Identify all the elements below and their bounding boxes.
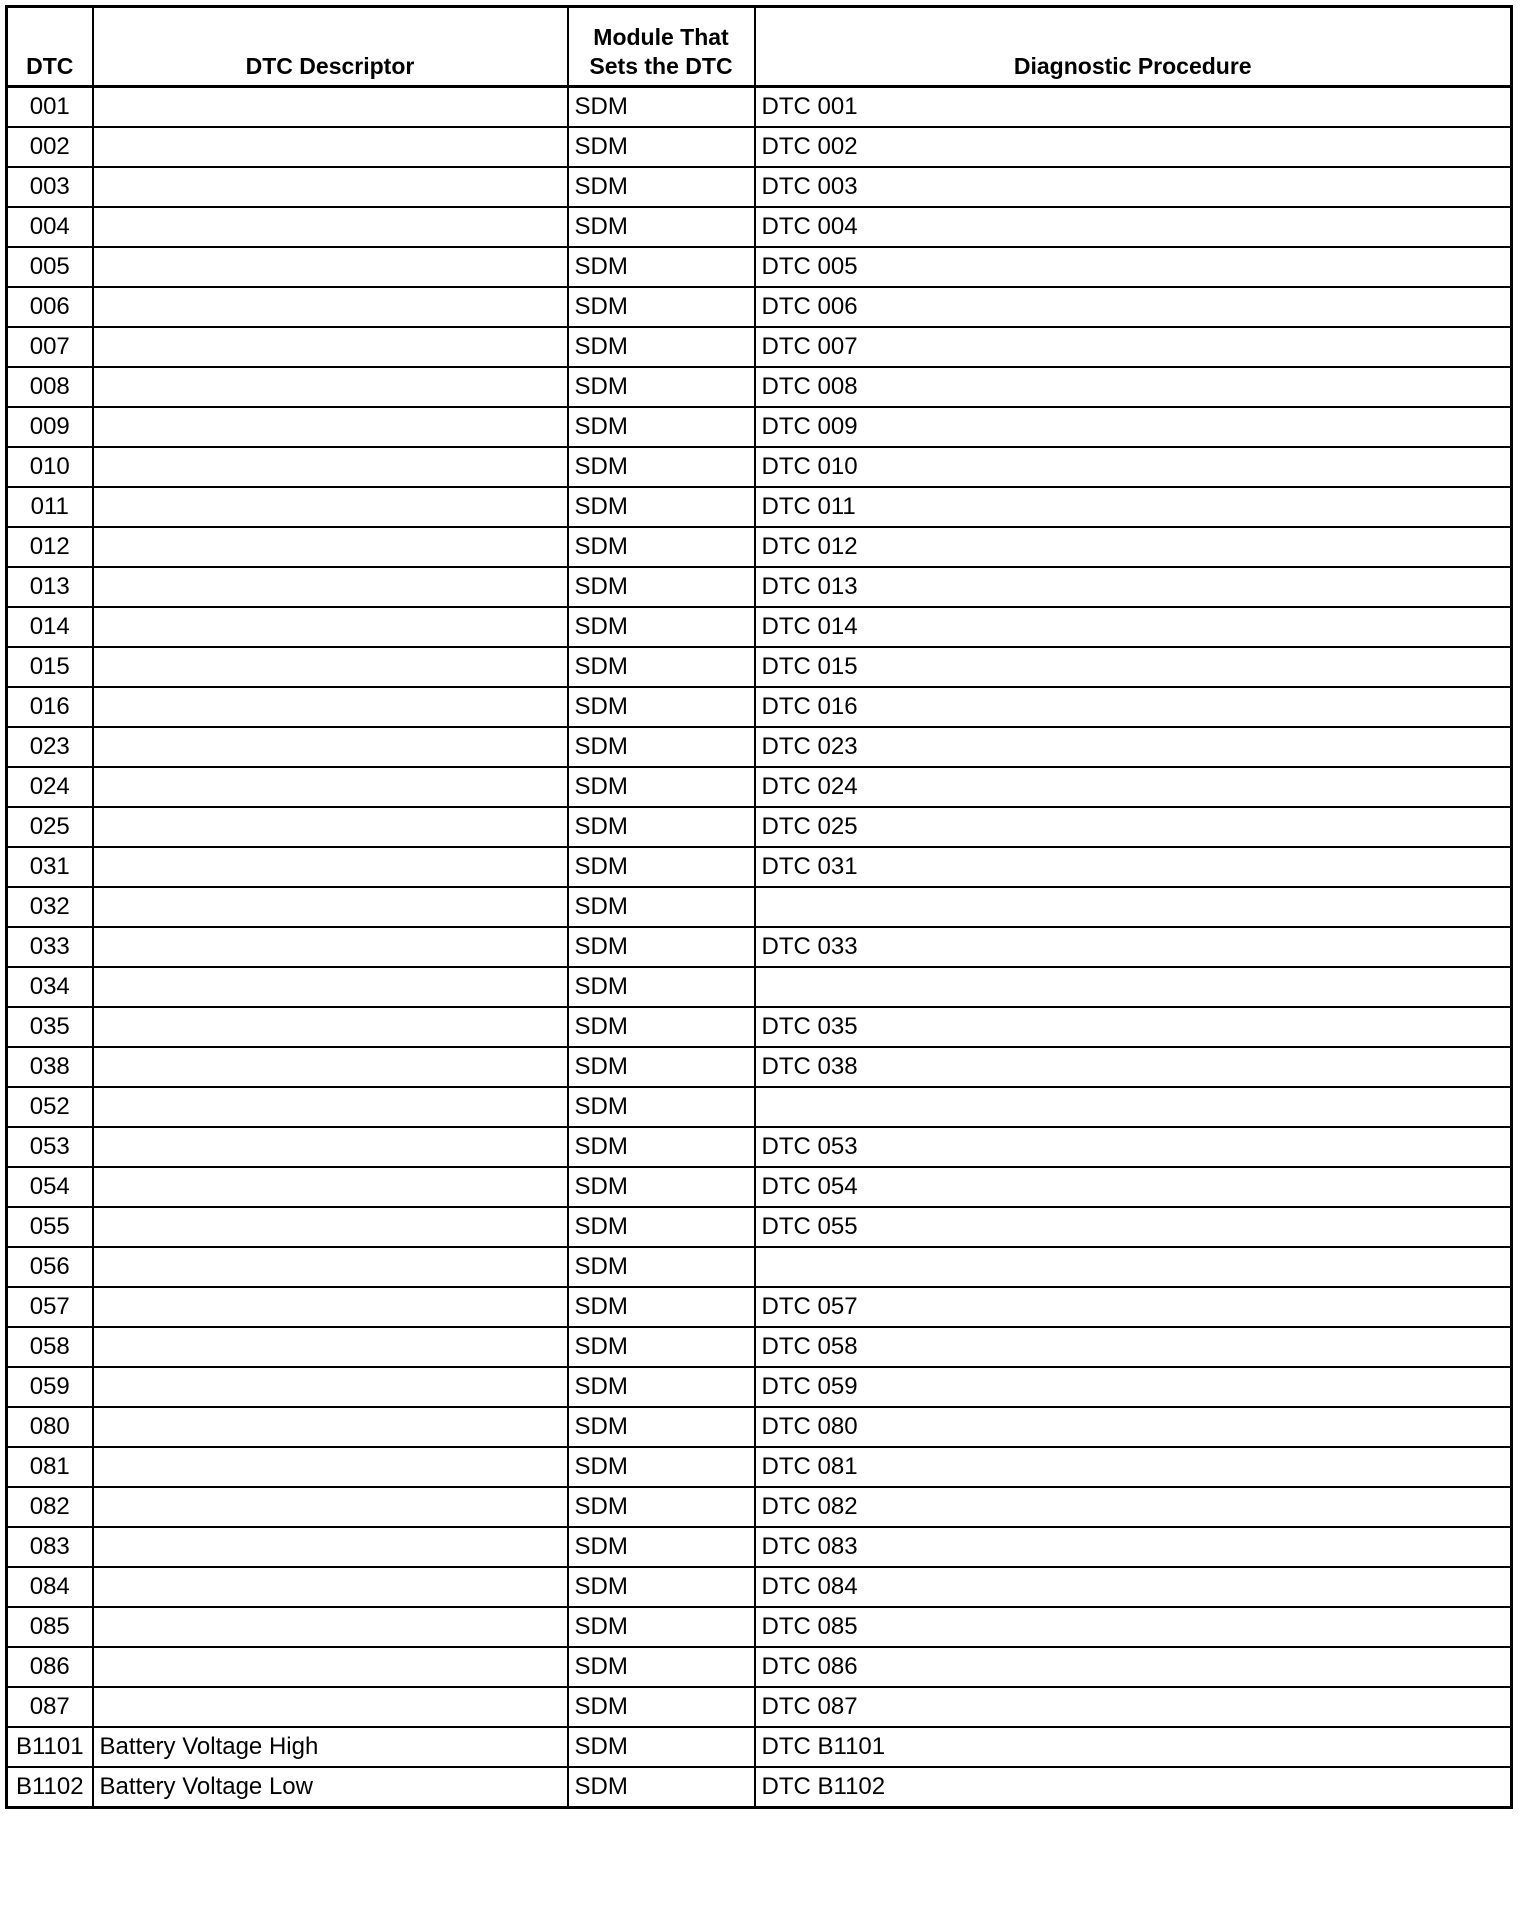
cell-procedure: DTC 012	[755, 527, 1512, 567]
table-row	[7, 1727, 1512, 1767]
cell-descriptor	[93, 1567, 568, 1607]
cell-module: SDM	[568, 87, 755, 128]
cell-descriptor	[93, 527, 568, 567]
cell-descriptor	[93, 567, 568, 607]
header-row	[7, 7, 1512, 87]
cell-procedure: DTC 001	[755, 87, 1512, 128]
cell-procedure: DTC 035	[755, 1007, 1512, 1047]
cell-descriptor	[93, 1407, 568, 1447]
cell-descriptor	[93, 1047, 568, 1087]
cell-dtc: 054	[7, 1167, 93, 1207]
table-row	[7, 1327, 1512, 1367]
cell-module: SDM	[568, 1767, 755, 1808]
table-row	[7, 87, 1512, 128]
table-row	[7, 887, 1512, 927]
cell-procedure: DTC 057	[755, 1287, 1512, 1327]
cell-descriptor	[93, 1207, 568, 1247]
cell-dtc: 053	[7, 1127, 93, 1167]
cell-descriptor	[93, 927, 568, 967]
cell-module: SDM	[568, 727, 755, 767]
cell-descriptor	[93, 1367, 568, 1407]
cell-procedure: DTC 003	[755, 167, 1512, 207]
table-row	[7, 1487, 1512, 1527]
table-row	[7, 1767, 1512, 1808]
cell-procedure: DTC 011	[755, 487, 1512, 527]
cell-module: SDM	[568, 527, 755, 567]
cell-dtc: 084	[7, 1567, 93, 1607]
cell-dtc: 080	[7, 1407, 93, 1447]
cell-dtc: 003	[7, 167, 93, 207]
cell-module: SDM	[568, 847, 755, 887]
cell-descriptor	[93, 1527, 568, 1567]
table-row	[7, 1167, 1512, 1207]
table-row	[7, 247, 1512, 287]
cell-dtc: 016	[7, 687, 93, 727]
table-row	[7, 847, 1512, 887]
cell-descriptor	[93, 327, 568, 367]
dtc-table	[5, 5, 1513, 1809]
cell-module: SDM	[568, 1367, 755, 1407]
cell-procedure: DTC B1102	[755, 1767, 1512, 1808]
table-row	[7, 1367, 1512, 1407]
cell-procedure: DTC 023	[755, 727, 1512, 767]
cell-module: SDM	[568, 767, 755, 807]
cell-module: SDM	[568, 1567, 755, 1607]
cell-dtc: 031	[7, 847, 93, 887]
cell-procedure: DTC 008	[755, 367, 1512, 407]
cell-module: SDM	[568, 647, 755, 687]
cell-descriptor	[93, 1127, 568, 1167]
cell-procedure: DTC 053	[755, 1127, 1512, 1167]
cell-module: SDM	[568, 287, 755, 327]
table-row	[7, 1127, 1512, 1167]
cell-descriptor	[93, 607, 568, 647]
cell-dtc: 007	[7, 327, 93, 367]
table-row	[7, 167, 1512, 207]
cell-procedure: DTC 086	[755, 1647, 1512, 1687]
cell-procedure: DTC 025	[755, 807, 1512, 847]
cell-descriptor	[93, 1607, 568, 1647]
cell-descriptor	[93, 807, 568, 847]
table-row	[7, 1567, 1512, 1607]
cell-module: SDM	[568, 1207, 755, 1247]
cell-module: SDM	[568, 1607, 755, 1647]
cell-dtc: 011	[7, 487, 93, 527]
table-row	[7, 647, 1512, 687]
cell-module: SDM	[568, 1287, 755, 1327]
cell-procedure: DTC 082	[755, 1487, 1512, 1527]
cell-procedure: DTC 080	[755, 1407, 1512, 1447]
table-row	[7, 1687, 1512, 1727]
cell-procedure: DTC 033	[755, 927, 1512, 967]
cell-procedure: DTC 002	[755, 127, 1512, 167]
cell-module: SDM	[568, 927, 755, 967]
cell-descriptor	[93, 1327, 568, 1367]
table-row	[7, 967, 1512, 1007]
table-row	[7, 727, 1512, 767]
cell-dtc: 057	[7, 1287, 93, 1327]
cell-procedure: DTC 081	[755, 1447, 1512, 1487]
cell-dtc: 009	[7, 407, 93, 447]
cell-module: SDM	[568, 887, 755, 927]
cell-descriptor	[93, 207, 568, 247]
cell-dtc: 008	[7, 367, 93, 407]
table-row	[7, 1527, 1512, 1567]
table-body	[7, 87, 1512, 1808]
cell-descriptor	[93, 647, 568, 687]
cell-module: SDM	[568, 447, 755, 487]
cell-procedure: DTC 054	[755, 1167, 1512, 1207]
cell-procedure	[755, 967, 1512, 1007]
cell-dtc: 035	[7, 1007, 93, 1047]
cell-descriptor	[93, 1287, 568, 1327]
cell-dtc: 059	[7, 1367, 93, 1407]
cell-procedure: DTC 015	[755, 647, 1512, 687]
cell-procedure: DTC 024	[755, 767, 1512, 807]
cell-procedure: DTC 055	[755, 1207, 1512, 1247]
cell-dtc: 085	[7, 1607, 93, 1647]
cell-dtc: 034	[7, 967, 93, 1007]
table-row	[7, 367, 1512, 407]
table-row	[7, 127, 1512, 167]
cell-module: SDM	[568, 207, 755, 247]
cell-descriptor: Battery Voltage Low	[93, 1767, 568, 1808]
cell-descriptor	[93, 87, 568, 128]
cell-dtc: 038	[7, 1047, 93, 1087]
cell-procedure: DTC 084	[755, 1567, 1512, 1607]
cell-descriptor	[93, 887, 568, 927]
cell-dtc: 025	[7, 807, 93, 847]
cell-descriptor	[93, 1687, 568, 1727]
cell-dtc: 002	[7, 127, 93, 167]
cell-procedure	[755, 887, 1512, 927]
cell-module: SDM	[568, 1487, 755, 1527]
cell-dtc: 058	[7, 1327, 93, 1367]
cell-descriptor	[93, 967, 568, 1007]
cell-procedure: DTC 013	[755, 567, 1512, 607]
cell-module: SDM	[568, 1407, 755, 1447]
table-row	[7, 327, 1512, 367]
cell-descriptor	[93, 367, 568, 407]
cell-descriptor: Battery Voltage High	[93, 1727, 568, 1767]
cell-descriptor	[93, 1487, 568, 1527]
cell-dtc: 087	[7, 1687, 93, 1727]
cell-dtc: 033	[7, 927, 93, 967]
cell-module: SDM	[568, 687, 755, 727]
cell-descriptor	[93, 1167, 568, 1207]
table-row	[7, 807, 1512, 847]
cell-procedure: DTC 038	[755, 1047, 1512, 1087]
cell-descriptor	[93, 847, 568, 887]
cell-descriptor	[93, 287, 568, 327]
cell-module: SDM	[568, 1687, 755, 1727]
cell-module: SDM	[568, 1047, 755, 1087]
cell-module: SDM	[568, 1087, 755, 1127]
table-row	[7, 1647, 1512, 1687]
cell-descriptor	[93, 1447, 568, 1487]
cell-dtc: 082	[7, 1487, 93, 1527]
cell-dtc: 052	[7, 1087, 93, 1127]
header-dtc-descriptor: DTC Descriptor	[93, 7, 568, 87]
cell-procedure: DTC 014	[755, 607, 1512, 647]
cell-module: SDM	[568, 1727, 755, 1767]
table-row	[7, 287, 1512, 327]
cell-procedure: DTC 005	[755, 247, 1512, 287]
cell-dtc: 024	[7, 767, 93, 807]
cell-procedure: DTC 058	[755, 1327, 1512, 1367]
cell-descriptor	[93, 1247, 568, 1287]
cell-module: SDM	[568, 1007, 755, 1047]
cell-dtc: B1102	[7, 1767, 93, 1808]
cell-module: SDM	[568, 967, 755, 1007]
cell-dtc: 056	[7, 1247, 93, 1287]
cell-procedure: DTC 007	[755, 327, 1512, 367]
table-row	[7, 1607, 1512, 1647]
header-module: Module That Sets the DTC	[568, 7, 755, 87]
cell-module: SDM	[568, 167, 755, 207]
table-row	[7, 1047, 1512, 1087]
cell-dtc: 032	[7, 887, 93, 927]
table-row	[7, 447, 1512, 487]
cell-dtc: 012	[7, 527, 93, 567]
cell-descriptor	[93, 487, 568, 527]
table-row	[7, 407, 1512, 447]
cell-procedure: DTC 004	[755, 207, 1512, 247]
table-row	[7, 567, 1512, 607]
cell-module: SDM	[568, 1327, 755, 1367]
table-row	[7, 1087, 1512, 1127]
cell-procedure: DTC 010	[755, 447, 1512, 487]
cell-descriptor	[93, 247, 568, 287]
cell-procedure: DTC 083	[755, 1527, 1512, 1567]
table-row	[7, 207, 1512, 247]
cell-descriptor	[93, 1087, 568, 1127]
table-row	[7, 1407, 1512, 1447]
cell-module: SDM	[568, 567, 755, 607]
cell-dtc: 015	[7, 647, 93, 687]
cell-descriptor	[93, 407, 568, 447]
cell-module: SDM	[568, 247, 755, 287]
cell-module: SDM	[568, 327, 755, 367]
cell-descriptor	[93, 727, 568, 767]
cell-module: SDM	[568, 1127, 755, 1167]
cell-dtc: B1101	[7, 1727, 93, 1767]
header-dtc: DTC	[7, 7, 93, 87]
cell-procedure: DTC 016	[755, 687, 1512, 727]
cell-procedure: DTC 031	[755, 847, 1512, 887]
cell-descriptor	[93, 1647, 568, 1687]
table-row	[7, 1007, 1512, 1047]
cell-module: SDM	[568, 1247, 755, 1287]
cell-module: SDM	[568, 1527, 755, 1567]
header-diagnostic-procedure: Diagnostic Procedure	[755, 7, 1512, 87]
table-row	[7, 607, 1512, 647]
table-row	[7, 487, 1512, 527]
cell-descriptor	[93, 167, 568, 207]
cell-procedure	[755, 1087, 1512, 1127]
cell-descriptor	[93, 447, 568, 487]
table-header	[7, 7, 1512, 87]
cell-descriptor	[93, 767, 568, 807]
cell-module: SDM	[568, 807, 755, 847]
table-row	[7, 687, 1512, 727]
cell-descriptor	[93, 1007, 568, 1047]
cell-dtc: 055	[7, 1207, 93, 1247]
cell-procedure: DTC B1101	[755, 1727, 1512, 1767]
cell-dtc: 013	[7, 567, 93, 607]
cell-module: SDM	[568, 127, 755, 167]
cell-module: SDM	[568, 487, 755, 527]
cell-module: SDM	[568, 1647, 755, 1687]
cell-dtc: 001	[7, 87, 93, 128]
cell-procedure: DTC 085	[755, 1607, 1512, 1647]
table-row	[7, 767, 1512, 807]
cell-procedure: DTC 059	[755, 1367, 1512, 1407]
table-row	[7, 1247, 1512, 1287]
cell-dtc: 023	[7, 727, 93, 767]
cell-descriptor	[93, 687, 568, 727]
cell-dtc: 010	[7, 447, 93, 487]
cell-procedure: DTC 006	[755, 287, 1512, 327]
cell-dtc: 083	[7, 1527, 93, 1567]
cell-procedure: DTC 087	[755, 1687, 1512, 1727]
cell-procedure	[755, 1247, 1512, 1287]
cell-module: SDM	[568, 407, 755, 447]
cell-dtc: 081	[7, 1447, 93, 1487]
cell-dtc: 005	[7, 247, 93, 287]
table-row	[7, 527, 1512, 567]
cell-dtc: 006	[7, 287, 93, 327]
cell-module: SDM	[568, 1447, 755, 1487]
cell-dtc: 004	[7, 207, 93, 247]
cell-module: SDM	[568, 367, 755, 407]
table-row	[7, 1447, 1512, 1487]
table-row	[7, 927, 1512, 967]
table-row	[7, 1287, 1512, 1327]
cell-procedure: DTC 009	[755, 407, 1512, 447]
cell-dtc: 014	[7, 607, 93, 647]
table-row	[7, 1207, 1512, 1247]
cell-module: SDM	[568, 1167, 755, 1207]
cell-module: SDM	[568, 607, 755, 647]
cell-dtc: 086	[7, 1647, 93, 1687]
cell-descriptor	[93, 127, 568, 167]
